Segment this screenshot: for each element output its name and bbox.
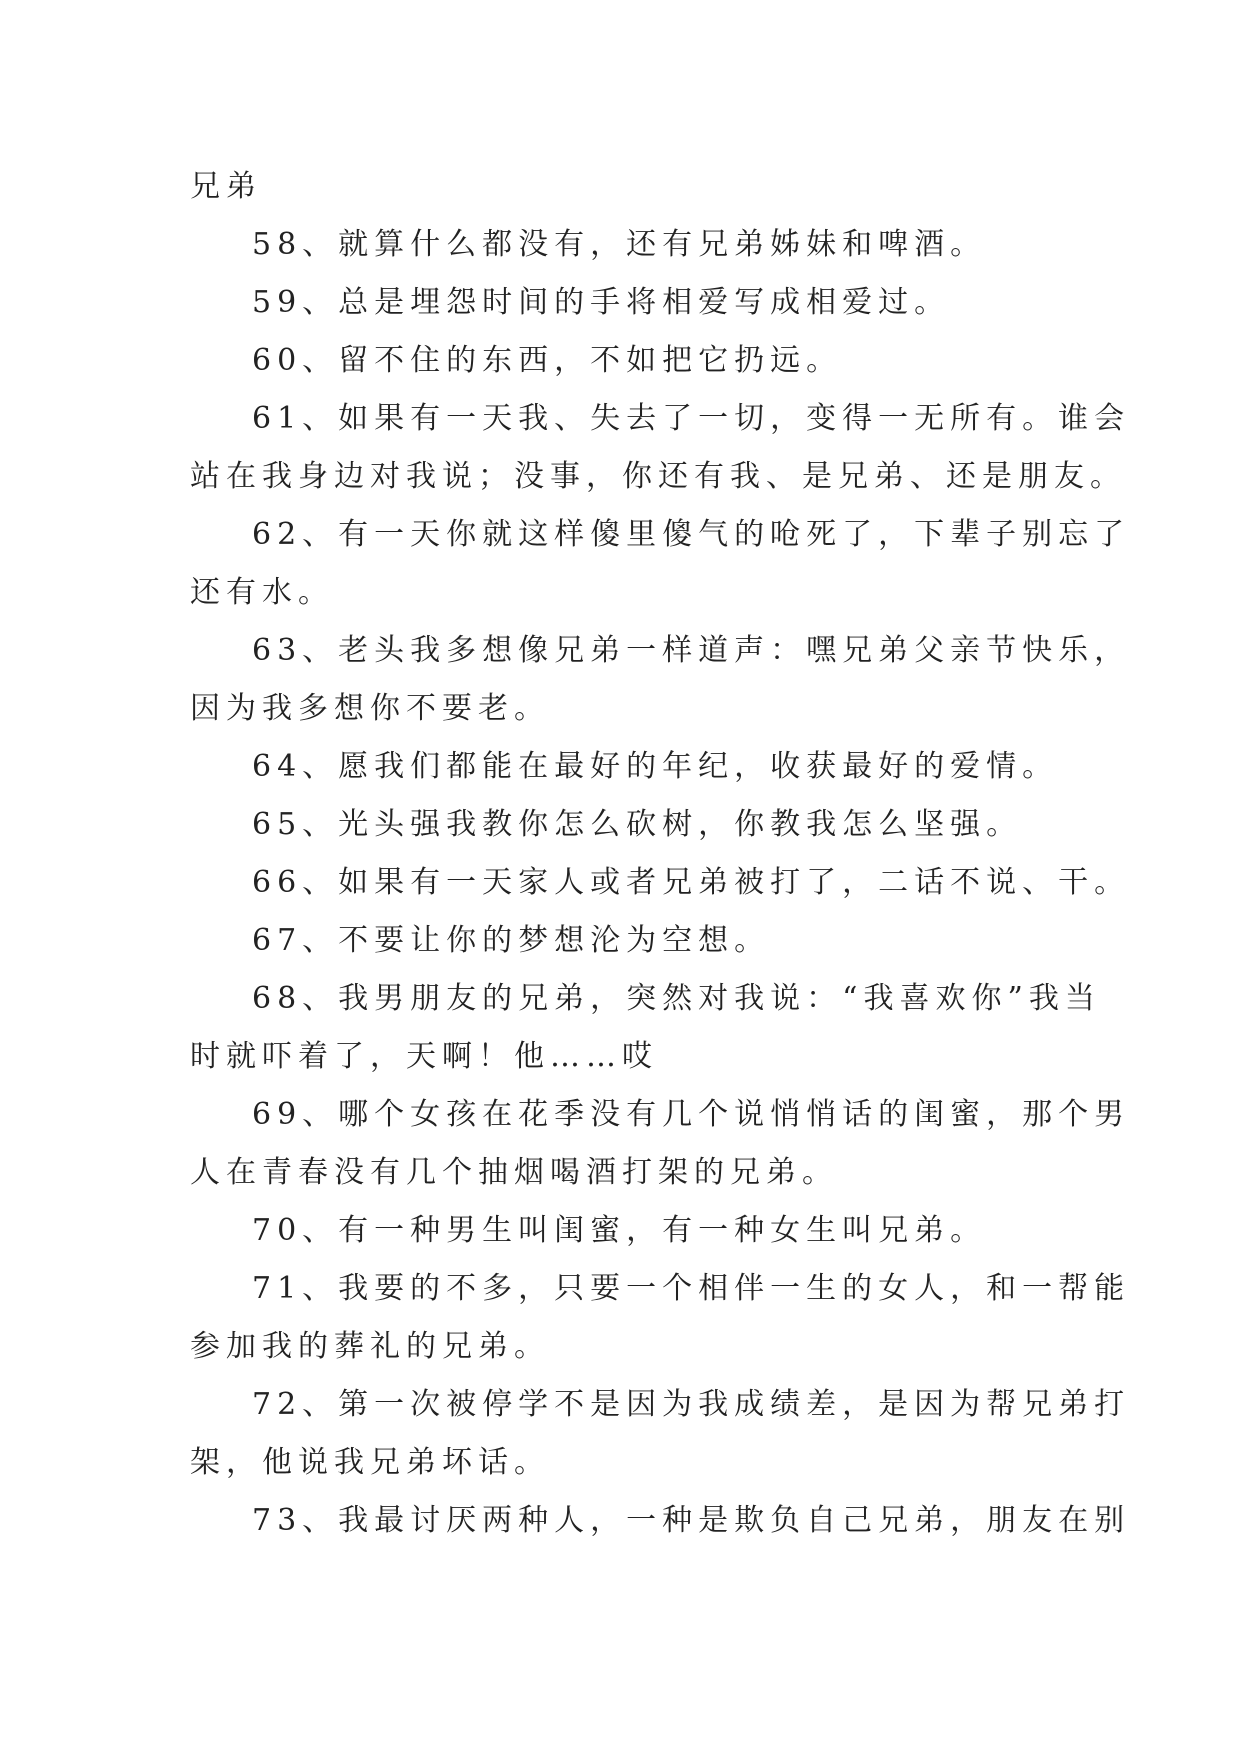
document-body <box>190 158 1131 1550</box>
text-line: 63、老头我多想像兄弟一样道声：嘿兄弟父亲节快乐， <box>252 633 1131 668</box>
text-line: 参加我的葬礼的兄弟。 <box>190 1329 550 1364</box>
text-line: 73、我最讨厌两种人，一种是欺负自己兄弟，朋友在别 <box>252 1503 1131 1538</box>
text-line: 72、第一次被停学不是因为我成绩差，是因为帮兄弟打 <box>252 1387 1131 1422</box>
text-line: 71、我要的不多，只要一个相伴一生的女人，和一帮能 <box>252 1271 1131 1306</box>
text-line: 因为我多想你不要老。 <box>190 691 550 726</box>
text-line: 67、不要让你的梦想沦为空想。 <box>252 923 771 958</box>
text-line: 68、我男朋友的兄弟，突然对我说：“我喜欢你”我当 <box>252 981 1101 1016</box>
text-line: 还有水。 <box>190 575 334 610</box>
text-line: 58、就算什么都没有，还有兄弟姊妹和啤酒。 <box>252 227 987 262</box>
text-line: 64、愿我们都能在最好的年纪，收获最好的爱情。 <box>252 749 1059 784</box>
text-line: 65、光头强我教你怎么砍树，你教我怎么坚强。 <box>252 807 1023 842</box>
text-line: 站在我身边对我说；没事，你还有我、是兄弟、还是朋友。 <box>190 459 1126 494</box>
text-line: 架，他说我兄弟坏话。 <box>190 1445 550 1480</box>
text-line: 时就吓着了，天啊！他……哎 <box>190 1039 658 1074</box>
text-line: 兄弟 <box>190 169 262 204</box>
text-line: 62、有一天你就这样傻里傻气的呛死了，下辈子别忘了 <box>252 517 1131 552</box>
text-line: 66、如果有一天家人或者兄弟被打了，二话不说、干。 <box>252 865 1131 900</box>
text-line: 70、有一种男生叫闺蜜，有一种女生叫兄弟。 <box>252 1213 987 1248</box>
text-line: 59、总是埋怨时间的手将相爱写成相爱过。 <box>252 285 951 320</box>
text-line: 69、哪个女孩在花季没有几个说悄悄话的闺蜜，那个男 <box>252 1097 1131 1132</box>
text-line: 61、如果有一天我、失去了一切，变得一无所有。谁会 <box>252 401 1131 436</box>
text-line: 60、留不住的东西，不如把它扔远。 <box>252 343 843 378</box>
text-line: 人在青春没有几个抽烟喝酒打架的兄弟。 <box>190 1155 838 1190</box>
